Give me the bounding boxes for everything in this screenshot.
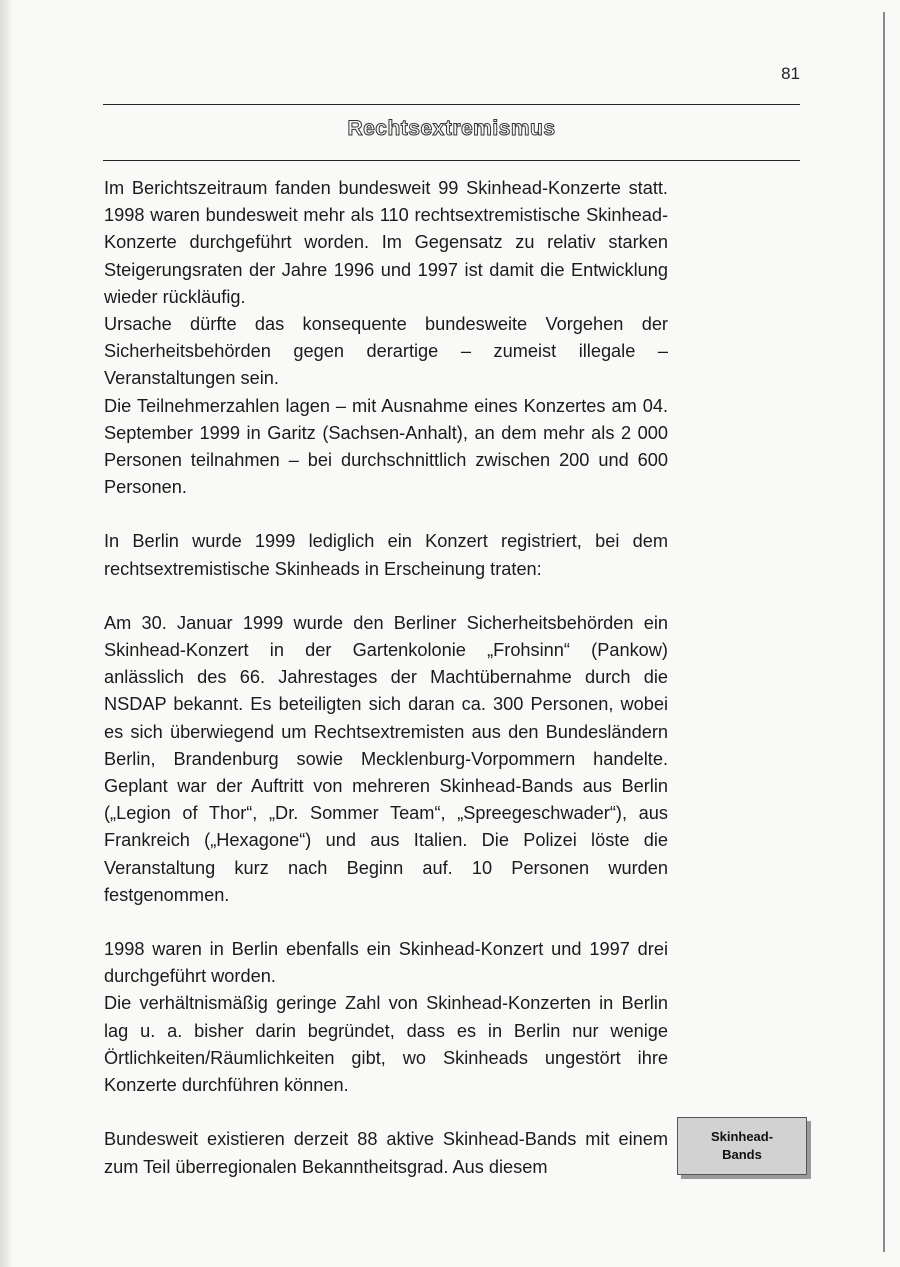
paragraph-berlin-reasons: Die verhältnismäßig geringe Zahl von Skinhead-Konzerten in Berlin lag u. a. bisher darin begründet, dass es in Berlin nur wenige Örtlichkeiten/Räumlichkeiten gibt, wo Skinheads ungestört ihre Konzerte durchführen können.: [104, 993, 668, 1096]
margin-note-skinhead-bands: [677, 1117, 807, 1175]
paragraph-attendance: Die Teilnehmerzahlen lagen – mit Ausnahme eines Konzertes am 04. September 1999 in Garitz (Sachsen-Anhalt), an dem mehr als 2 000 Personen teilnahmen – bei durchschnittlich zwischen 200 und 600 Personen.: [104, 395, 668, 498]
margin-note-line-1: Skinhead-: [710, 1129, 774, 1144]
header-rule-bottom: [103, 160, 800, 161]
scan-binding-line: [883, 12, 885, 1252]
page-number: 81: [781, 64, 800, 83]
paragraph-bands: Bundesweit existieren derzeit 88 aktive Skinhead-Bands mit einem zum Teil überregionalen Bekanntheitsgrad. Aus diesem: [104, 1129, 668, 1177]
body-text: [104, 175, 668, 1181]
scan-edge-shadow: [0, 0, 14, 1267]
header-rule-top: [103, 104, 800, 105]
section-title: Rechtsextremismus: [347, 117, 556, 140]
paragraph-concert-statistics: Im Berichtszeitraum fanden bundesweit 99 Skinhead-Konzerte statt. 1998 waren bundesweit mehr als 110 rechtsextremistische Skinhead-Konzerte durchgeführt worden. Im Gegensatz zu relativ starken Steigerungsraten der Jahre 1996 und 1997 ist damit die Entwicklung wieder rückläufig.: [104, 178, 668, 307]
paragraph-berlin-concert: Am 30. Januar 1999 wurde den Berliner Sicherheitsbehörden ein Skinhead-Konzert in der Gartenkolonie „Frohsinn“ (Pankow) anlässlich des 66. Jahrestages der Machtübernahme durch die NSDAP bekannt. Es beteiligten sich daran ca. 300 Personen, wobei es sich überwiegend um Rechtsextremisten aus den Bundesländern Berlin, Brandenburg sowie Mecklenburg-Vorpommern handelte. Geplant war der Auftritt von mehreren Skinhead-Bands aus Berlin („Legion of Thor“, „Dr. Sommer Team“, „Spreegeschwader“), aus Frankreich („Hexagone“) und aus Italien. Die Polizei löste die Veranstaltung kurz nach Beginn auf. 10 Personen wurden festgenommen.: [104, 612, 668, 905]
paragraph-berlin-intro: In Berlin wurde 1999 lediglich ein Konzert registriert, bei dem rechtsextremistische Skinheads in Erscheinung traten:: [104, 531, 668, 579]
paragraph-cause: Ursache dürfte das konsequente bundesweite Vorgehen der Sicherheitsbehörden gegen derartige – zumeist illegale – Veranstaltungen sein.: [104, 314, 668, 389]
paragraph-berlin-previous-years: 1998 waren in Berlin ebenfalls ein Skinhead-Konzert und 1997 drei durchgeführt worden.: [104, 939, 668, 987]
margin-note-line-2: Bands: [722, 1147, 762, 1162]
